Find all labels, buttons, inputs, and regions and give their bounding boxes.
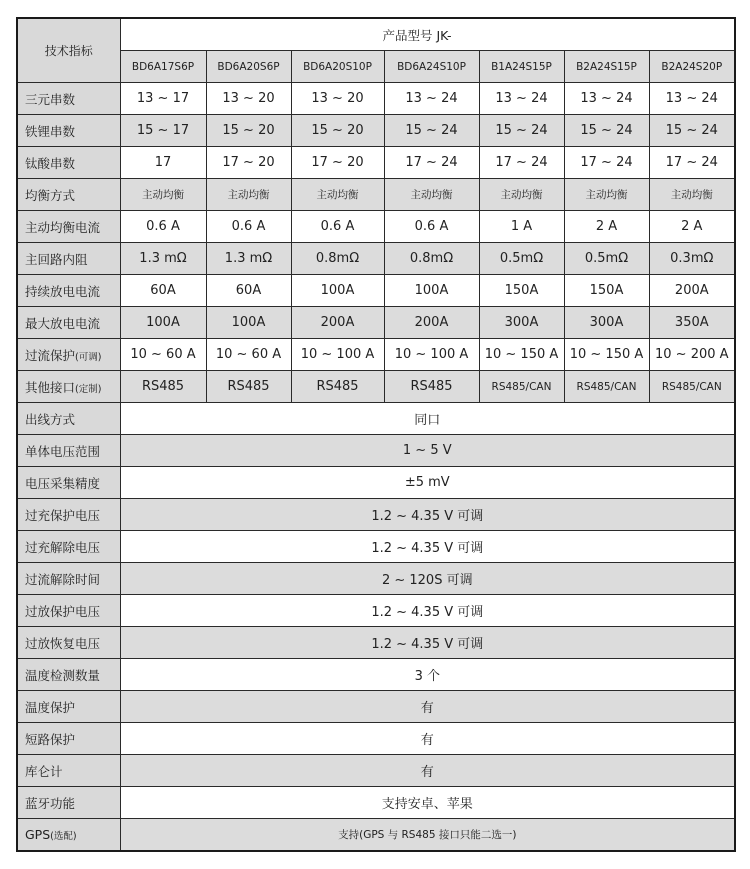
model-header: BD6A17S6P	[120, 51, 206, 83]
model-header: BD6A20S6P	[206, 51, 291, 83]
row-label: 过充保护电压	[17, 499, 120, 531]
cell: 13 ~ 20	[206, 83, 291, 115]
cell: 15 ~ 17	[120, 115, 206, 147]
header-row-title	[17, 18, 735, 51]
cell: 200A	[649, 275, 735, 307]
table-row	[17, 371, 735, 403]
row-label: 短路保护	[17, 723, 120, 755]
row-label	[17, 339, 120, 371]
cell: 15 ~ 24	[384, 115, 479, 147]
cell: 1 ~ 5 V	[120, 435, 735, 467]
cell: 13 ~ 24	[649, 83, 735, 115]
table-row	[17, 755, 735, 787]
row-label: 过放保护电压	[17, 595, 120, 627]
row-label: 过流解除时间	[17, 563, 120, 595]
cell: 同口	[120, 403, 735, 435]
cell: 60A	[206, 275, 291, 307]
cell: 15 ~ 24	[564, 115, 649, 147]
row-label: 电压采集精度	[17, 467, 120, 499]
model-header: B1A24S15P	[479, 51, 564, 83]
cell: 1.2 ~ 4.35 V 可调	[120, 531, 735, 563]
cell: 13 ~ 24	[384, 83, 479, 115]
cell: 主动均衡	[120, 179, 206, 211]
cell: 10 ~ 100 A	[384, 339, 479, 371]
row-label-main: 其他接口	[25, 379, 76, 395]
cell: RS485	[291, 371, 384, 403]
cell: 0.3mΩ	[649, 243, 735, 275]
cell: 13 ~ 17	[120, 83, 206, 115]
cell: 15 ~ 20	[206, 115, 291, 147]
table-row	[17, 243, 735, 275]
cell: 主动均衡	[206, 179, 291, 211]
model-header: BD6A20S10P	[291, 51, 384, 83]
table-row	[17, 819, 735, 852]
cell: 13 ~ 24	[564, 83, 649, 115]
row-label: 出线方式	[17, 403, 120, 435]
spec-table	[16, 17, 736, 852]
row-label-sub: (可调)	[75, 351, 102, 363]
cell: 150A	[479, 275, 564, 307]
row-label: 主动均衡电流	[17, 211, 120, 243]
model-header: B2A24S20P	[649, 51, 735, 83]
cell: 主动均衡	[564, 179, 649, 211]
cell: RS485/CAN	[564, 371, 649, 403]
cell: RS485	[206, 371, 291, 403]
row-label-sub: (定制)	[75, 383, 102, 395]
cell: 10 ~ 60 A	[206, 339, 291, 371]
cell: 300A	[479, 307, 564, 339]
cell: 200A	[384, 307, 479, 339]
cell: 0.5mΩ	[479, 243, 564, 275]
cell: RS485	[384, 371, 479, 403]
cell: 15 ~ 20	[291, 115, 384, 147]
cell: 100A	[291, 275, 384, 307]
row-label: 持续放电电流	[17, 275, 120, 307]
row-label: 温度检测数量	[17, 659, 120, 691]
row-label: 单体电压范围	[17, 435, 120, 467]
cell: 13 ~ 20	[291, 83, 384, 115]
cell: 350A	[649, 307, 735, 339]
header-row-models	[17, 51, 735, 83]
cell: 17 ~ 24	[384, 147, 479, 179]
row-label	[17, 819, 120, 852]
cell: 10 ~ 150 A	[479, 339, 564, 371]
cell: 17	[120, 147, 206, 179]
cell: 主动均衡	[479, 179, 564, 211]
cell: 0.6 A	[206, 211, 291, 243]
cell: 3 个	[120, 659, 735, 691]
row-label-main: 过流保护	[25, 347, 76, 363]
table-row	[17, 147, 735, 179]
row-label	[17, 371, 120, 403]
cell: 主动均衡	[384, 179, 479, 211]
table-row	[17, 275, 735, 307]
table-row	[17, 307, 735, 339]
table-row	[17, 179, 735, 211]
table-row	[17, 467, 735, 499]
cell: 1 A	[479, 211, 564, 243]
row-label: 最大放电电流	[17, 307, 120, 339]
row-label: 三元串数	[17, 83, 120, 115]
cell: 15 ~ 24	[649, 115, 735, 147]
row-label: 温度保护	[17, 691, 120, 723]
table-row	[17, 531, 735, 563]
table-row	[17, 659, 735, 691]
cell: 200A	[291, 307, 384, 339]
row-label: 主回路内阻	[17, 243, 120, 275]
row-label: 过充解除电压	[17, 531, 120, 563]
cell: 17 ~ 20	[291, 147, 384, 179]
row-label: 铁锂串数	[17, 115, 120, 147]
row-label: 过放恢复电压	[17, 627, 120, 659]
cell: 100A	[206, 307, 291, 339]
row-label: 库仑计	[17, 755, 120, 787]
cell: 150A	[564, 275, 649, 307]
table-row	[17, 595, 735, 627]
cell: 15 ~ 24	[479, 115, 564, 147]
cell: 1.3 mΩ	[120, 243, 206, 275]
cell: 10 ~ 200 A	[649, 339, 735, 371]
cell: 2 ~ 120S 可调	[120, 563, 735, 595]
cell: 支持安卓、苹果	[120, 787, 735, 819]
cell: 10 ~ 100 A	[291, 339, 384, 371]
cell: ±5 mV	[120, 467, 735, 499]
row-label-sub: (选配)	[50, 831, 77, 842]
cell: 支持(GPS 与 RS485 接口只能二选一)	[120, 819, 735, 852]
cell: 17 ~ 24	[649, 147, 735, 179]
table-row	[17, 435, 735, 467]
cell: RS485/CAN	[649, 371, 735, 403]
cell: 0.8mΩ	[291, 243, 384, 275]
cell: 17 ~ 24	[564, 147, 649, 179]
cell: 1.2 ~ 4.35 V 可调	[120, 499, 735, 531]
table-row	[17, 499, 735, 531]
table-row	[17, 691, 735, 723]
model-header: BD6A24S10P	[384, 51, 479, 83]
table-row	[17, 563, 735, 595]
table-row	[17, 115, 735, 147]
row-label: 蓝牙功能	[17, 787, 120, 819]
cell: 0.6 A	[120, 211, 206, 243]
cell: 60A	[120, 275, 206, 307]
table-row	[17, 787, 735, 819]
table-row	[17, 403, 735, 435]
cell: 1.2 ~ 4.35 V 可调	[120, 595, 735, 627]
cell: RS485	[120, 371, 206, 403]
table-row	[17, 339, 735, 371]
cell: 17 ~ 20	[206, 147, 291, 179]
row-label-main: GPS	[25, 827, 51, 842]
row-label: 均衡方式	[17, 179, 120, 211]
product-title: 产品型号 JK-	[120, 18, 735, 51]
cell: 10 ~ 150 A	[564, 339, 649, 371]
cell: 100A	[120, 307, 206, 339]
cell: 有	[120, 723, 735, 755]
cell: 10 ~ 60 A	[120, 339, 206, 371]
corner-label: 技术指标	[17, 18, 120, 83]
cell: 0.6 A	[291, 211, 384, 243]
cell: 0.8mΩ	[384, 243, 479, 275]
cell: 1.2 ~ 4.35 V 可调	[120, 627, 735, 659]
row-label: 钛酸串数	[17, 147, 120, 179]
table-row	[17, 211, 735, 243]
cell: 100A	[384, 275, 479, 307]
cell: 有	[120, 755, 735, 787]
cell: 13 ~ 24	[479, 83, 564, 115]
cell: 1.3 mΩ	[206, 243, 291, 275]
table-row	[17, 723, 735, 755]
cell: 300A	[564, 307, 649, 339]
model-header: B2A24S15P	[564, 51, 649, 83]
table-row	[17, 83, 735, 115]
cell: 主动均衡	[649, 179, 735, 211]
cell: 2 A	[564, 211, 649, 243]
cell: 2 A	[649, 211, 735, 243]
cell: 主动均衡	[291, 179, 384, 211]
table-row	[17, 627, 735, 659]
cell: 17 ~ 24	[479, 147, 564, 179]
cell: 0.5mΩ	[564, 243, 649, 275]
cell: 有	[120, 691, 735, 723]
cell: 0.6 A	[384, 211, 479, 243]
cell: RS485/CAN	[479, 371, 564, 403]
